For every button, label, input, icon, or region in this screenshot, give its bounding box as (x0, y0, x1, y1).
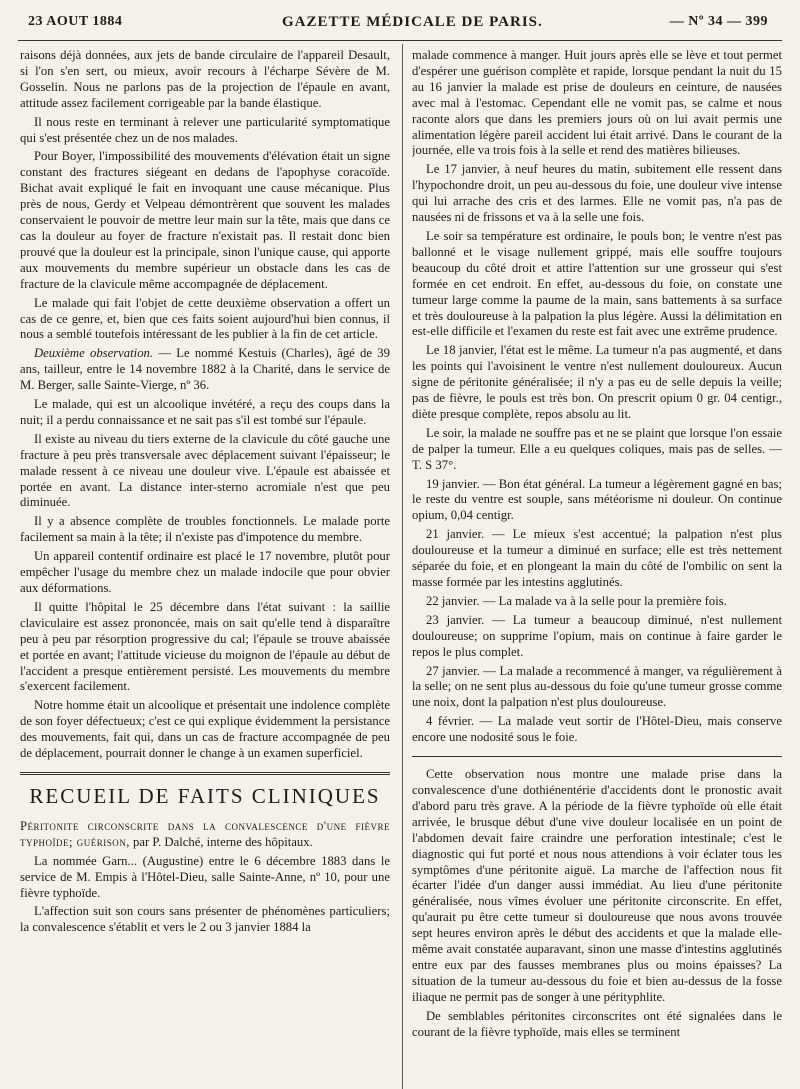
paragraph: raisons déjà données, aux jets de bande circulaire de l'appareil Desault, si l'on s'en sert, ou mieux, avoir recours à l'écharpe Sévère de M. Gosselin. Nous ne parlons pas de la projection de l'épaule en avant, attitude assez facilement corrigeable par la bande élastique. (20, 48, 390, 110)
header-rule (18, 40, 782, 41)
paragraph: 19 janvier. — Bon état général. La tumeur a légèrement gagné en bas; le reste du ventre est souple, sans météorisme ni douleur. On continue opium, 0,04 centigr. (412, 476, 782, 523)
observation-paragraph (20, 346, 390, 394)
paragraph: Le soir sa température est ordinaire, le pouls bon; le ventre n'est pas ballonné et le visage nullement grippé, mais elle souffre toujours beaucoup du côté droit et attire l'attention sur une grosseur qui s'est formée en cet endroit. En effet, au-dessous du foie, on constate une tumeur large comme la paume de la main, sans battements à sa surface et très douloureuse à la palpation la plus légère. Aussi la délimitation en est-elle difficile et l'examen du reste est fait avec une extrême prudence. (412, 228, 782, 339)
observation-label: Deuxième observation. (34, 346, 154, 361)
paragraph: Le 17 janvier, à neuf heures du matin, subitement elle ressent dans l'hypochondre droit, un peu au-dessous du foie, une douleur vive intense qui lui arrache des cris et des larmes. Elle ne vomit pas, n'a pas de nausées ni de frissons et va à la selle une fois. (412, 162, 782, 225)
paragraph: Le soir, la malade ne souffre pas et ne se plaint que lorsque l'on essaie de palper la tumeur. Elle a eu quelques coliques, mais pas de selles. — T. S 37°. (412, 425, 782, 472)
paragraph: 21 janvier. — Le mieux s'est accentué; la palpation n'est plus douloureuse et la tumeur a diminué en surface; elle est très nettement séparée du foie, et en plongeant la main du côté de l'ombilic on sent la masse formée par les intestins agglutinés. (412, 527, 782, 589)
section-rule (20, 772, 390, 775)
header-date: 23 AOUT 1884 (28, 14, 123, 29)
paragraph: malade commence à manger. Huit jours après elle se lève et tout permet d'espérer une guérison complète et rapide, lorsque pendant la nuit du 15 au 16 janvier la malade est prise de douleurs en ceinture, de nausées avec mal à l'estomac. Cependant elle ne vomit pas, se calme et nous raconte alors que dans les premiers jours où on lui avait permis une alimentation légère pareil accident lui était arrivé. Dans le courant de la journée, elle va trois fois à la selle et rend des matières bilieuses. (412, 48, 782, 158)
header-page-number: — Nº 34 — 399 (669, 14, 768, 29)
page-header (22, 12, 774, 36)
paragraph: Le malade qui fait l'objet de cette deuxième observation a offert un cas de ce genre, et, bien que ces faits soient aujourd'hui bien connus, il nous a semblé toutefois intéressant de les publier à la fin de cet article. (20, 295, 390, 342)
column-divider (402, 44, 403, 1089)
case-title-main: Péritonite circonscrite dans la convalescence d'une fièvre typhoïde; guérison, (20, 818, 390, 849)
paragraph: La nommée Garn... (Augustine) entre le 6 décembre 1883 dans le service de M. Empis à l'Hôtel-Dieu, salle Sainte-Anne, nº 10, pour une fièvre typhoïde. (20, 853, 390, 900)
paragraph: Il quitte l'hôpital le 25 décembre dans l'état suivant : la saillie claviculaire est assez prononcée, mais on sait qu'elle tend à disparaître peu à peu par résorption progressive du cal; l'épaule se trouve abaissée et portée en avant; l'attitude vicieuse du moignon de l'épaule au début de l'accident a presque entièrement persisté. Les mouvements du membre s'exercent facilement. (20, 599, 390, 694)
paragraph: Pour Boyer, l'impossibilité des mouvements d'élévation était un signe constant des fractures siégeant en dedans de l'apophyse coracoïde. Bichat avait expliqué le fait en invoquant une cause mécanique. Plus près de nous, Gerdy et Velpeau démontrèrent que souvent les malades conservaient le pouvoir de mettre leur main sur la tête, mais que dans ce cas la douleur au foyer de fracture n'existait pas. Il restait donc bien prouvé que la douleur est la principale, sinon l'unique cause, qui apporte aux mouvements du membre supérieur un obstacle dans les cas de fracture de la clavicule même accompagnée de déplacement. (20, 149, 390, 291)
paragraph: Le malade, qui est un alcoolique invétéré, a reçu des coups dans la nuit; il a perdu connaissance et ne sait pas s'il est tombé sur l'épaule. (20, 397, 390, 427)
paragraph: Cette observation nous montre une malade prise dans la convalescence d'une dothiénentérie d'accidents dont le pronostic avait d'abord paru très grave. A la période de la fièvre typhoïde où elle était arrivée, le brusque début d'une vive douleur localisée en un point de l'abdomen devait faire craindre une perforation intestinale; c'est le diagnostic qui fut porté et nous nous attendions à voir éclater tous les symptômes d'une péritonite aiguë. La marche de l'affection nous fit écarter l'idée d'un danger aussi immédiat. Au lieu d'une péritonite généralisée, nous vîmes évoluer une péritonite circonscrite. En effet, qu'aurait pu être cette tumeur si douloureuse que nous avons trouvée sept heures environ après le début des accidents et que la malade elle-même avait constatée auparavant, sinon une masse d'intestins agglutinés entre eux par des fausses membranes plus ou moins épaisses? La situation de la tumeur au-dessous du foie et bien au-dessus de la fosse iliaque ne permit pas de songer à une pérityphlite. (412, 767, 782, 1004)
paragraph: 4 février. — La malade veut sortir de l'Hôtel-Dieu, mais conserve encore une nodosité sous le foie. (412, 714, 782, 745)
observation-text: — Le nommé Kestuis (Charles), âgé de 39 ans, tailleur, entre le 14 novembre 1882 à la Charité, dans le service de M. Berger, salle Sainte-Vierge, nº 36. (20, 346, 390, 393)
paragraph: 23 janvier. — La tumeur a beaucoup diminué, n'est nullement douloureuse; on supprime l'opium, mais on continue à faire garder le repos le plus complet. (412, 612, 782, 659)
paragraph: Il existe au niveau du tiers externe de la clavicule du côté gauche une fracture à peu près transversale avec déplacement suivant l'épaisseur; le malade ressent à ce niveau une douleur vive. L'épaule est abaissée et portée en avant. La distance inter-sterno acromiale n'est que peu diminuée. (20, 431, 390, 510)
header-title: GAZETTE MÉDICALE DE PARIS. (282, 14, 543, 30)
section-title: RECUEIL DE FAITS CLINIQUES (29, 783, 381, 808)
paragraph: 27 janvier. — La malade a recommencé à manger, va régulièrement à la selle; on ne sent plus au-dessous du foie qu'une tumeur grosse comme une noix, dont la palpation n'est plus douloureuse. (412, 663, 782, 710)
case-title-author: par P. Dalché, interne des hôpitaux. (129, 834, 313, 849)
paragraph: Il nous reste en terminant à relever une particularité symptomatique qui s'est présentée chez un de nos malades. (20, 114, 390, 145)
observation-end-rule (412, 756, 782, 757)
paragraph: Un appareil contentif ordinaire est placé le 17 novembre, plutôt pour empêcher l'usage du membre chez un malade indocile que pour obvier aux déformations. (20, 549, 390, 595)
left-column (20, 48, 390, 1088)
right-column (412, 48, 782, 1088)
paragraph: Il y a absence complète de troubles fonctionnels. Le malade porte facilement sa main à la tête; il n'existe pas d'impotence du membre. (20, 514, 390, 545)
paragraph: L'affection suit son cours sans présenter de phénomènes particuliers; la convalescence s'établit et vers le 2 ou 3 janvier 1884 la (20, 904, 390, 935)
paragraph: De semblables péritonites circonscrites ont été signalées dans le courant de la fièvre typhoïde, mais elles se terminent (412, 1008, 782, 1039)
paragraph: Le 18 janvier, l'état est le même. La tumeur n'a pas augmenté, et dans les points qui l'avoisinent le ventre n'est nullement douloureux. Aucun signe de péritonite généralisée; il n'y a pas eu de selle depuis la veille; pas de fièvre, le pouls est très bon. On prescrit opium 0 gr. 04 centigr., diète presque complète, repos absolu au lit. (412, 343, 782, 421)
paragraph: 22 janvier. — La malade va à la selle pour la première fois. (426, 593, 727, 608)
paragraph: Notre homme était un alcoolique et présentait une indolence complète de son foyer défectueux; c'est ce qui explique évidemment la persistance des mouvements, fait qui, dans un cas de fracture accompagnée de peu de déplacement, pourrait donner le change à un examen superficiel. (20, 698, 390, 761)
case-title (20, 819, 390, 851)
